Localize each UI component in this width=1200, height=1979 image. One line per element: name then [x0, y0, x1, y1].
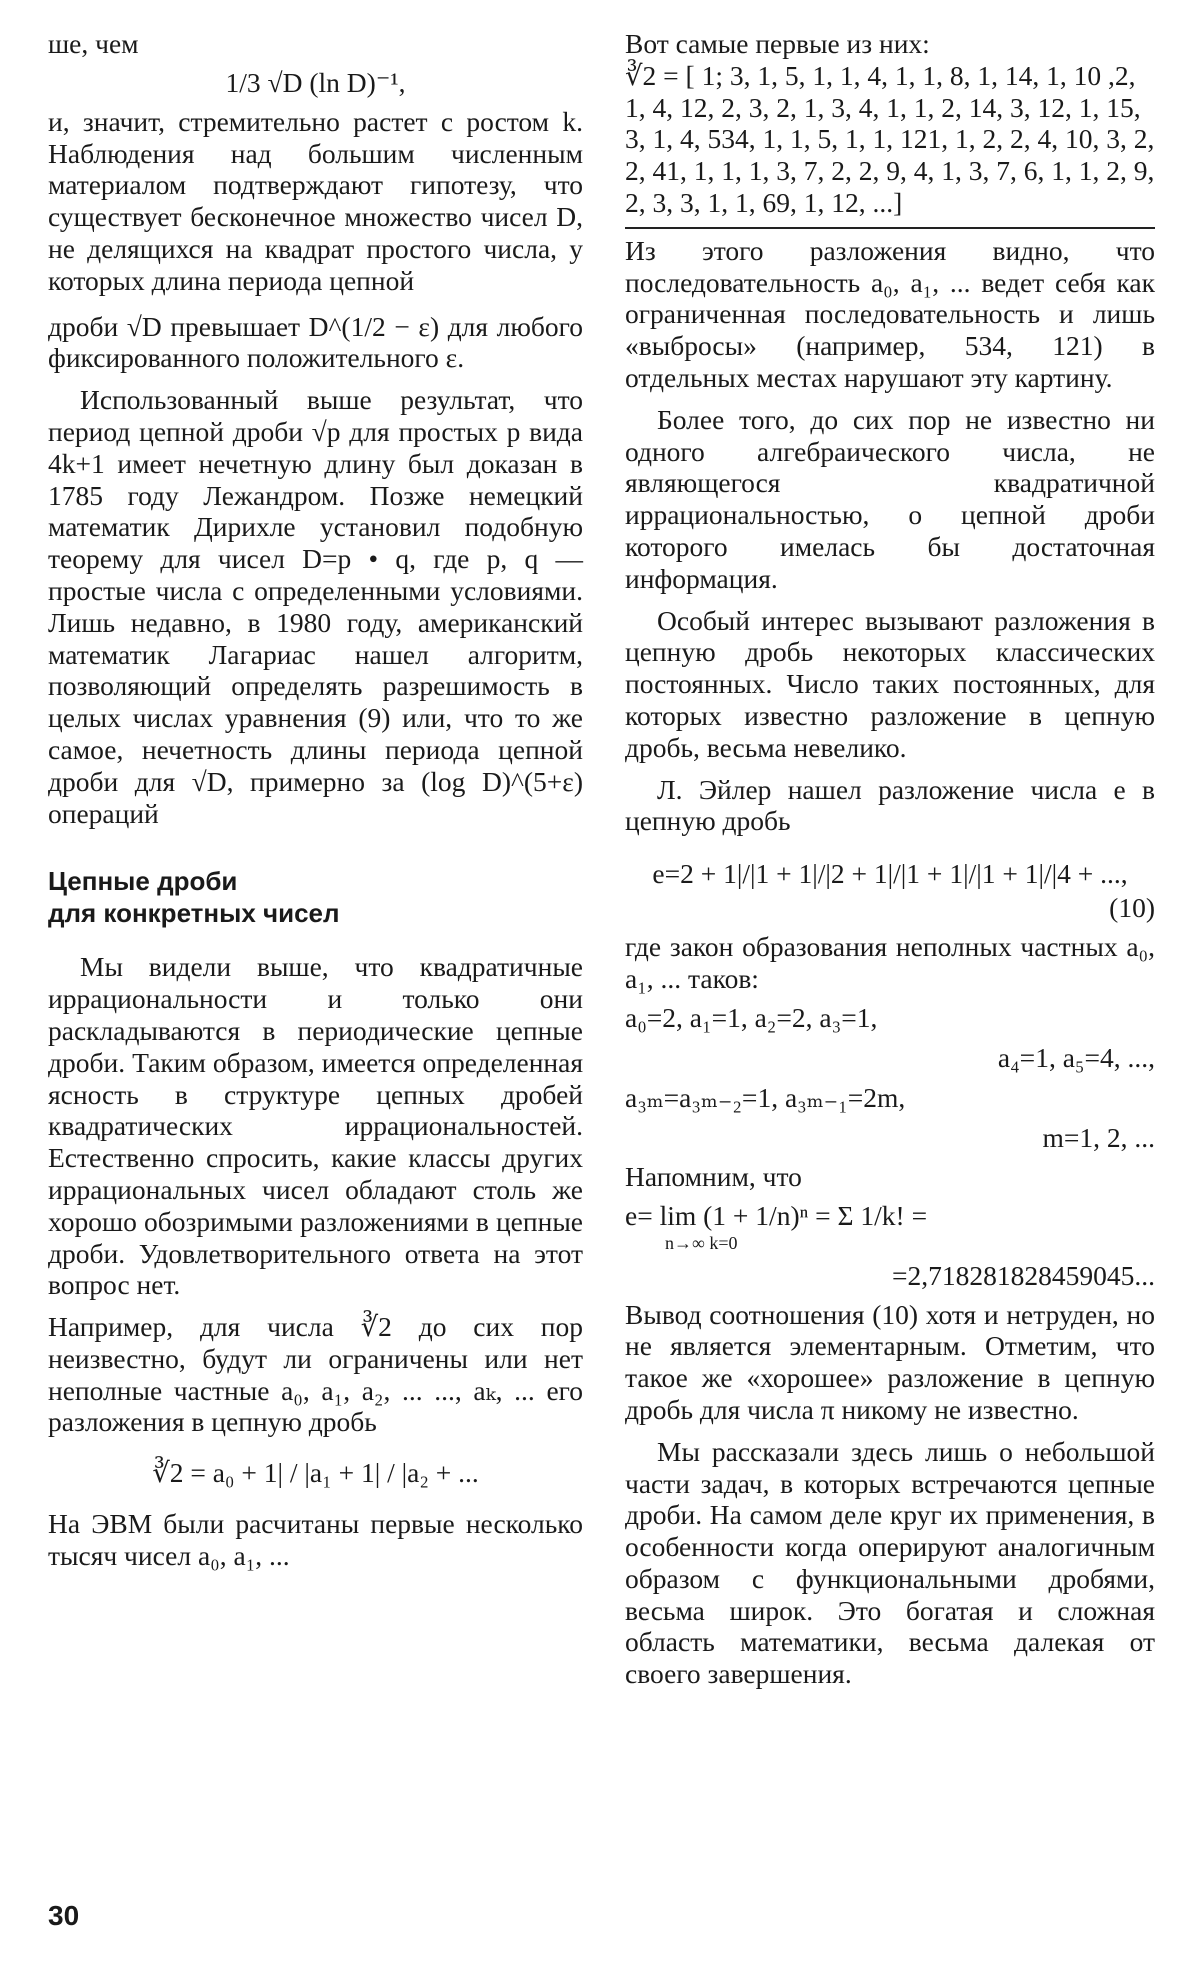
right-intro-line: Вот самые первые из них:: [625, 28, 930, 59]
left-paragraph-growth-end: дроби √D превышает D^(1/2 − ε) для любого фиксированного положительного ε.: [48, 310, 583, 374]
left-paragraph-legendre: Использованный выше результат, что период цепной дроби √p для простых p вида 4k+1 имеет нечетную длину был доказан в 1785 году Лежандром. Позже немецкий математик Дирихле установил подобную теорему для чисел D=p • q, где p, q — простые числа с определенными условиями. Лишь недавно, в 1980 году, американский математик Лагариас нашел алгоритм, позволяющий определять разрешимость в целых числах уравнения (9) или, что то же самое, нечетность длины периода цепной дроби для √D, примерно за (log D)^(5+ε) операций: [48, 384, 583, 829]
rule-line-2: a₄=1, a₅=4, ...,: [997, 1041, 1155, 1073]
left-paragraph-computer: На ЭВМ были расчитаны первые несколько тысяч чисел a₀, a₁, ...: [48, 1508, 583, 1572]
left-paragraph-growth: и, значит, стремительно растет с ростом k. Наблюдения над большим численным материалом подтверждают гипотезу, что существует бесконечное множество чисел D, не делящихся на квадрат простого числа, у которых длина периода цепной: [48, 105, 583, 296]
formula-e-cf: e=2 + 1|/|1 + 1|/|2 + 1|/|1 + 1|/|1 + 1|/|4 + ...,: [652, 858, 1128, 890]
right-paragraph-derivation: Вывод соотношения (10) хотя и нетруден, но не является элементарным. Отметим, что такое же «хорошее» разложение в цепную дробь для числа π никому не известно.: [625, 1298, 1155, 1425]
formula-cuberoot-cf: ∛2 = a₀ + 1| / |a₁ + 1| / |a₂ + ...: [152, 1457, 479, 1489]
divider-line: [625, 227, 1155, 229]
right-paragraph-rule: где закон образования неполных частных a₀, a₁, ... таков:: [625, 931, 1155, 994]
cuberoot-expansion: ∛2 = [ 1; 3, 1, 5, 1, 1, 4, 1, 1, 8, 1, 14, 1, 10 ,2, 1, 4, 12, 2, 3, 2, 1, 3, 4, 1, 1, 2, 14, 3, 12, 1, 15, 3, 1, 4, 534, 1, 1, 5, 1, 1, 121, 1, 2, 2, 4, 10, 3, 2, 2, 41, 1, 1, 1, 3, 7, 2, 2, 9, 4, 1, 3, 7, 6, 1, 1, 2, 9, 2, 3, 3, 1, 1, 69, 1, 12, ...]: [625, 59, 1155, 218]
left-intro-line: ше, чем: [48, 28, 139, 59]
right-paragraph-sequence: Из этого разложения видно, что последовательность a₀, a₁, ... ведет себя как ограниченная последовательность и лишь «выбросы» (например, 534, 121) в отдельных местах нарушают эту картину.: [625, 234, 1155, 393]
right-column: [625, 28, 1155, 1690]
section-heading-line1: Цепные дроби: [48, 866, 238, 897]
left-paragraph-quadratic: Мы видели выше, что квадратичные иррациональности и только они раскладываются в периодические цепные дроби. Таким образом, имеется определенная ясность в структуре цепных дробей квадратических иррациональностей. Естественно спросить, какие классы других иррациональных чисел обладают столь же хорошо обозримыми разложениями в цепные дроби. Удовлетворительного ответа на этот вопрос нет.: [48, 951, 583, 1301]
section-heading-line2: для конкретных чисел: [48, 898, 340, 929]
formula-e-limit: e= lim (1 + 1/n)ⁿ = Σ 1/k! =: [625, 1199, 928, 1231]
left-paragraph-cuberoot: Например, для числа ∛2 до сих пор неизвестно, будут ли ограничены или нет неполные частные a₀, a₁, a₂, ... ..., aₖ, ... его разложения в цепную дробь: [48, 1311, 583, 1438]
formula-sqrt-ln: 1/3 √D (ln D)⁻¹,: [225, 66, 406, 98]
formula-number-10: (10): [1109, 892, 1155, 924]
left-column: [48, 28, 583, 1572]
formula-e-value: =2,718281828459045...: [891, 1259, 1155, 1291]
right-paragraph-recall: Напомним, что: [625, 1160, 802, 1192]
right-paragraph-conclusion: Мы рассказали здесь лишь о небольшой части задач, в которых встречаются цепные дроби. На самом деле круг их применения, в особенности когда оперируют аналогичным образом с функциональными дробями, весьма широк. Это богатая и сложная область математики, весьма далекая от своего завершения.: [625, 1435, 1155, 1690]
page-number: 30: [48, 1900, 80, 1931]
rule-line-1: a₀=2, a₁=1, a₂=2, a₃=1,: [625, 1001, 878, 1033]
rule-line-3: a₃ₘ=a₃ₘ₋₂=1, a₃ₘ₋₁=2m,: [625, 1081, 906, 1113]
section-heading: [48, 865, 583, 929]
right-paragraph-constants: Особый интерес вызывают разложения в цепную дробь некоторых классических постоянных. Число таких постоянных, для которых известно разложение в цепную дробь, весьма невелико.: [625, 604, 1155, 763]
formula-e-limit-subscripts: n→∞ k=0: [665, 1232, 738, 1253]
rule-line-4: m=1, 2, ...: [1042, 1121, 1155, 1153]
right-paragraph-euler: Л. Эйлер нашел разложение числа e в цепную дробь: [625, 773, 1155, 837]
right-paragraph-algebraic: Более того, до сих пор не известно ни одного алгебраического числа, не являющегося квадратичной иррациональностью, о цепной дроби которого имелась бы достаточная информация.: [625, 403, 1155, 594]
